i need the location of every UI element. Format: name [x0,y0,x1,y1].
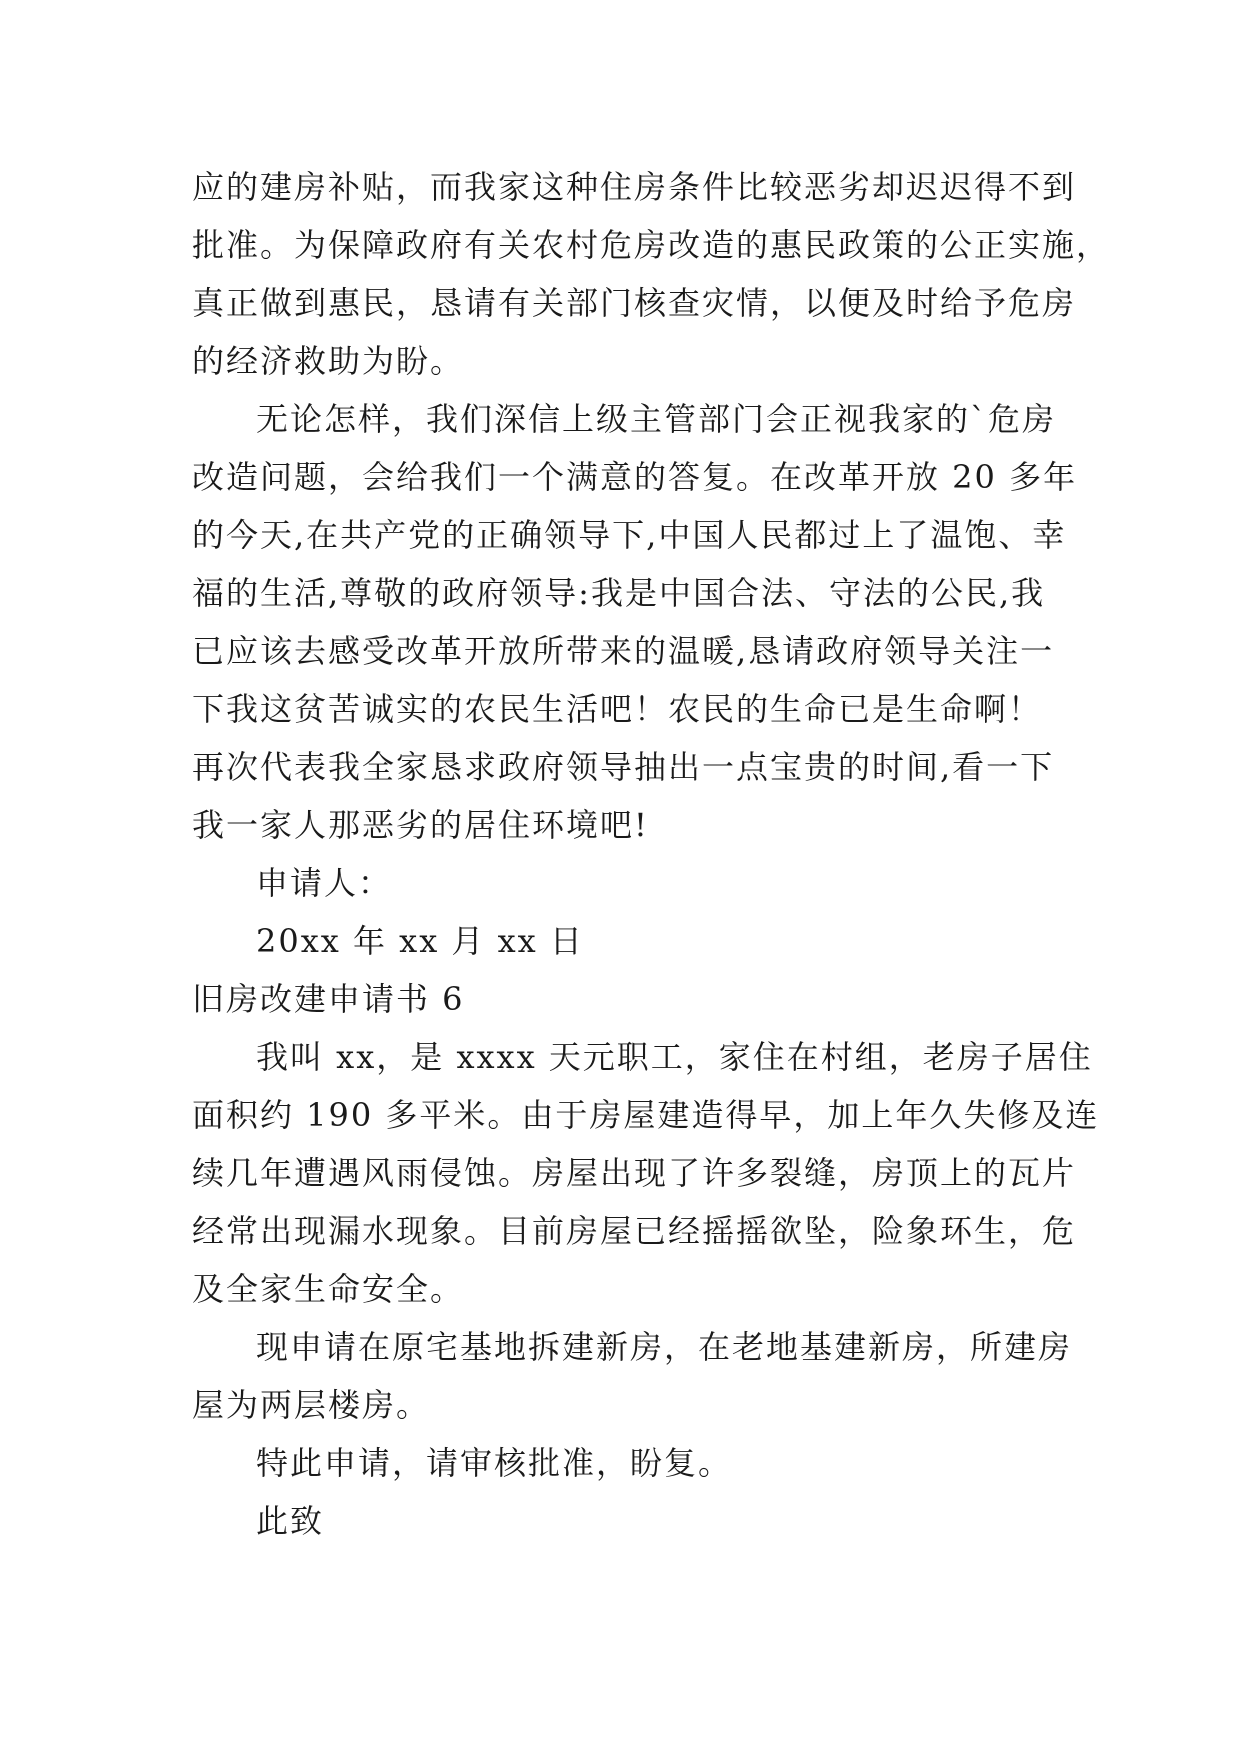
text-line: 我叫 xx，是 xxxx 天元职工，家住在村组，老房子居住 [256,1038,1093,1076]
text-line: 屋为两层楼房。 [192,1386,431,1424]
text-line: 此致 [256,1502,325,1540]
text-line: 已应该去感受改革开放所带来的温暖,恳请政府领导关注一 [192,632,1055,670]
text-line: 特此申请，请审核批准，盼复。 [256,1444,733,1482]
text-line: 下我这贫苦诚实的农民生活吧！农民的生命已是生命啊！ [192,690,1043,728]
text-line: 再次代表我全家恳求政府领导抽出一点宝贵的时间,看一下 [192,748,1055,786]
text-line: 改造问题，会给我们一个满意的答复。在改革开放 20 多年 [192,458,1078,496]
text-line: 我一家人那恶劣的居住环境吧! [192,806,649,844]
text-line: 及全家生命安全。 [192,1270,465,1308]
text-line: 批准。为保障政府有关农村危房改造的惠民政策的公正实施， [192,226,1111,264]
text-line: 续几年遭遇风雨侵蚀。房屋出现了许多裂缝，房顶上的瓦片 [192,1154,1077,1192]
text-line: 申请人： [256,864,393,902]
text-line: 福的生活,尊敬的政府领导:我是中国合法、守法的公民,我 [192,574,1046,612]
text-line: 20xx 年 xx 月 xx 日 [256,922,584,960]
text-line: 现申请在原宅基地拆建新房，在老地基建新房，所建房 [256,1328,1073,1366]
text-line: 面积约 190 多平米。由于房屋建造得早，加上年久失修及连 [192,1096,1100,1134]
text-line: 旧房改建申请书 6 [192,980,465,1018]
text-line: 真正做到惠民，恳请有关部门核查灾情，以便及时给予危房 [192,284,1077,322]
text-line: 经常出现漏水现象。目前房屋已经摇摇欲坠，险象环生，危 [192,1212,1077,1250]
text-line: 无论怎样，我们深信上级主管部门会正视我家的`危房 [256,400,1057,438]
text-line: 的今天,在共产党的正确领导下,中国人民都过上了温饱、幸 [192,516,1067,554]
text-line: 应的建房补贴，而我家这种住房条件比较恶劣却迟迟得不到 [192,168,1077,206]
document-body [192,158,1111,1550]
text-line: 的经济救助为盼。 [192,342,465,380]
